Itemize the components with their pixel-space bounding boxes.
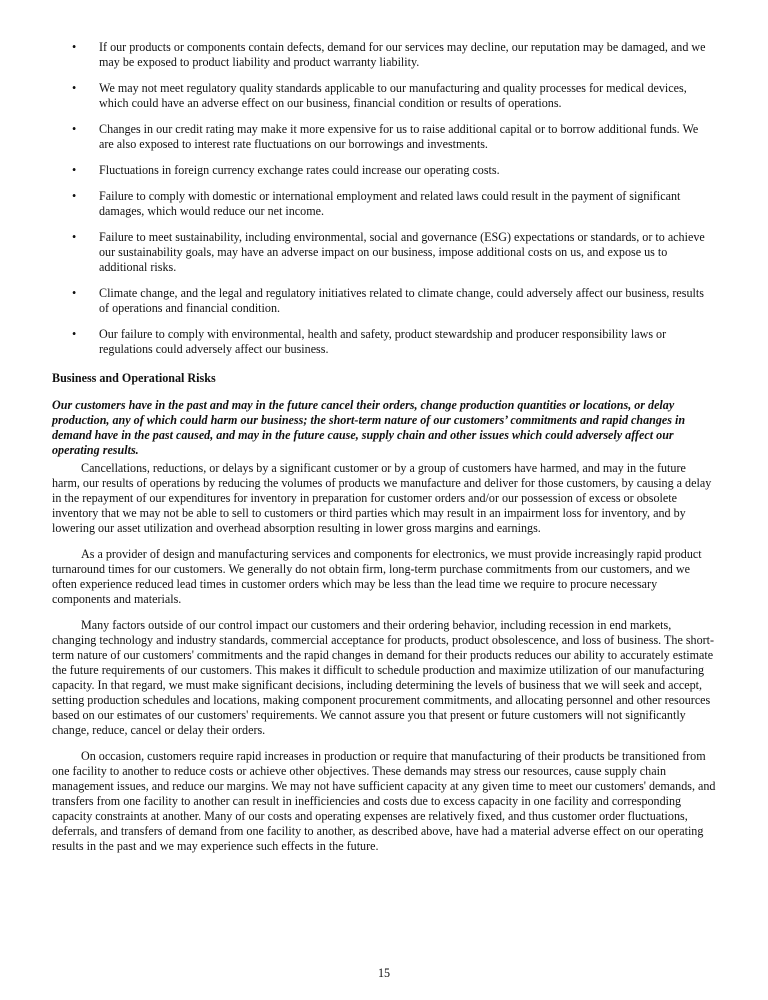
section-heading: Business and Operational Risks	[52, 371, 216, 385]
bullet-text: If our products or components contain defects, demand for our services may decline, our reputation may be damaged, and we may be exposed to product liability and product warranty liability.	[99, 40, 706, 69]
body-paragraph: Many factors outside of our control impact our customers and their ordering behavior, including recession in end markets, changing technology and industry standards, commercial acceptance for products, product obsolescence, and loss of business. The short-term nature of our customers' commitments and the rapid changes in demand for their products reduces our ability to accurately estimate the future requirements of our customers. This makes it difficult to schedule production and maximize utilization of our manufacturing capacity. In that regard, we must make significant decisions, including determining the levels of business that we will seek and accept, setting production schedules and locations, making component procurement commitments, and allocating personnel and other resources based on our estimates of our customers' requirements. We cannot assure you that present or future customers will not significantly change, reduce, cancel or delay their orders.	[52, 618, 715, 737]
page-number: 15	[377, 966, 391, 980]
bullet-icon: •	[72, 327, 77, 341]
bullet-item	[52, 230, 716, 275]
body-paragraph: As a provider of design and manufacturing services and components for electronics, we must provide increasingly rapid product turnaround times for our customers. We generally do not obtain firm, long-term purchase commitments from our customers, and we often experience reduced lead times in customer orders which may be less than the lead time we require to procure necessary components and materials.	[52, 547, 702, 606]
bullet-text: Failure to meet sustainability, including environmental, social and governance (ESG) expectations or standards, or to achieve our sustainability goals, may have an adverse impact on our business, impose additional costs on us, and expose us to additional risks.	[99, 230, 705, 274]
bullet-icon: •	[72, 189, 77, 203]
body-paragraph: Cancellations, reductions, or delays by a significant customer or by a group of customers have harmed, and may in the future harm, our results of operations by reducing the volumes of products we manufacture and deliver for those customers, by causing a delay in the repayment of our expenditures for inventory in preparation for customer orders and/or our possession of excess or obsolete inventory that we may not be able to sell to customers or third parties which may result in an impairment loss for inventory, and by lowering our asset utilization and overhead absorption resulting in lower gross margins and earnings.	[52, 461, 712, 535]
bullet-item	[52, 122, 716, 152]
bullet-icon: •	[72, 122, 77, 136]
bullet-icon: •	[72, 286, 77, 300]
risk-bullet-list	[52, 40, 716, 357]
bullet-text: Climate change, and the legal and regulatory initiatives related to climate change, could adversely affect our business, results of operations and financial condition.	[99, 286, 704, 315]
bullet-item	[52, 327, 716, 357]
bullet-text: Fluctuations in foreign currency exchange rates could increase our operating costs.	[99, 163, 500, 177]
bullet-icon: •	[72, 81, 77, 95]
bullet-icon: •	[72, 230, 77, 244]
bullet-text: Failure to comply with domestic or international employment and related laws could result in the payment of significant damages, which would reduce our net income.	[99, 189, 681, 218]
bullet-icon: •	[72, 163, 77, 177]
bullet-item	[52, 81, 716, 111]
bullet-item	[52, 286, 716, 316]
bullet-item	[52, 189, 716, 219]
bullet-text: We may not meet regulatory quality standards applicable to our manufacturing and quality processes for medical devices, which could have an adverse effect on our business, financial condition or results of operations.	[99, 81, 687, 110]
bullet-icon: •	[72, 40, 77, 54]
bullet-text: Our failure to comply with environmental, health and safety, product stewardship and producer responsibility laws or regulations could adversely affect our business.	[99, 327, 667, 356]
bullet-item	[52, 40, 716, 70]
risk-factor-heading: Our customers have in the past and may in the future cancel their orders, change production quantities or locations, or delay production, any of which could harm our business; the short-term nature of our customers’ commitments and rapid changes in demand have in the past caused, and may in the future cause, supply chain and other issues which could adversely affect our operating results.	[52, 398, 686, 457]
document-page	[52, 40, 716, 865]
bullet-item	[52, 163, 716, 178]
bullet-text: Changes in our credit rating may make it more expensive for us to raise additional capital or to borrow additional funds. We are also exposed to interest rate fluctuations on our borrowings and investments.	[99, 122, 699, 151]
body-paragraph: On occasion, customers require rapid increases in production or require that manufacturing of their products be transitioned from one facility to another to reduce costs or achieve other objectives. These demands may stress our resources, cause supply chain management issues, and reduce our margins. We may not have sufficient capacity at any given time to meet our customers' demands, and transfers from one facility to another can result in inefficiencies and costs due to excess capacity in one facility and corresponding capacity constraints at another. Many of our costs and operating expenses are relatively fixed, and thus customer order fluctuations, deferrals, and transfers of demand from one facility to another, as described above, have had a material adverse effect on our operating results in the past and we may experience such effects in the future.	[52, 749, 716, 853]
